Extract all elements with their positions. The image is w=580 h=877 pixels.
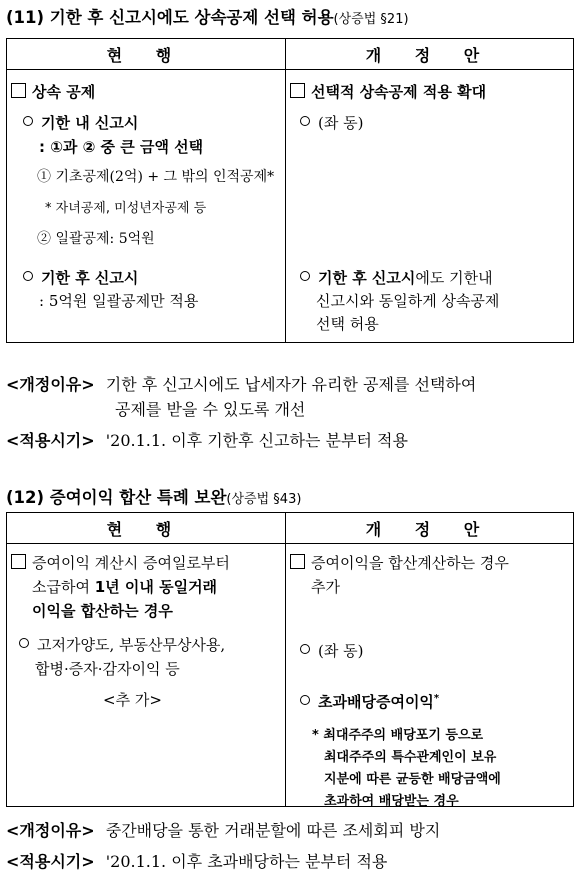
same-text: (좌 동) (318, 114, 364, 132)
current-box-line1 (11, 552, 230, 573)
current-item2-sub: : 5억원 일괄공제만 적용 (39, 292, 199, 310)
box-text: 증여이익 계산시 증여일로부터 (32, 554, 230, 572)
reason-text: 기한 후 신고시에도 납세자가 유리한 공제를 선택하여 (105, 375, 477, 394)
bold-text: 1년 이내 동일거래 (94, 578, 218, 596)
current-box-line3: 이익을 합산하는 경우 (32, 602, 173, 620)
checkbox-square-icon (290, 554, 305, 569)
new-item-text: 초과배당증여이익 (318, 693, 434, 711)
apply-text: '20.1.1. 이후 기한후 신고하는 분부터 적용 (105, 431, 408, 450)
reason-label: <개정이유> (6, 375, 95, 394)
section-12-title (6, 484, 301, 508)
item-title-text: 기한 내 신고시 (41, 114, 139, 132)
revised-new-item (300, 691, 439, 712)
revised-cell (286, 544, 574, 807)
circle-bullet-icon (300, 695, 310, 705)
comparison-table-12 (6, 512, 574, 807)
apply-label: <적용시기> (6, 431, 95, 450)
header-current: 현 행 (7, 513, 286, 544)
revised-same (300, 112, 363, 133)
current-item1-sub: : ①과 ② 중 큰 금액 선택 (39, 138, 204, 156)
current-box-item (11, 81, 95, 102)
apply-text: '20.1.1. 이후 초과배당하는 분부터 적용 (105, 852, 388, 871)
section-11-title (6, 4, 409, 28)
revised-item2-line2: 신고시와 동일하게 상속공제 (316, 292, 500, 310)
current-item-line2: 합병·증자·감자이익 등 (35, 660, 180, 678)
circle-bullet-icon (300, 644, 310, 654)
law-reference: (상증법 §43) (226, 492, 302, 507)
current-cell (7, 70, 286, 343)
reason-12 (6, 818, 440, 841)
apply-11 (6, 428, 408, 451)
reason-text: 중간배당을 통한 거래분할에 따른 조세회피 방지 (105, 821, 441, 840)
revised-note-line2: 최대주주의 특수관계인이 보유 (324, 750, 497, 765)
header-revised: 개 정 안 (286, 39, 574, 70)
circle-bullet-icon (300, 271, 310, 281)
circle-bullet-icon (23, 271, 33, 281)
checkbox-square-icon (11, 83, 26, 98)
reason-11 (6, 372, 476, 395)
item-title-text: 기한 후 신고시 (41, 269, 139, 287)
header-revised: 개 정 안 (286, 513, 574, 544)
section-title-text: (11) 기한 후 신고시에도 상속공제 선택 허용 (6, 8, 334, 27)
revised-cell (286, 70, 574, 343)
circle-bullet-icon (23, 116, 33, 126)
checkbox-square-icon (290, 83, 305, 98)
box-text: 증여이익을 합산계산하는 경우 (311, 554, 509, 572)
revised-note-line4: 초과하여 배당받는 경우 (324, 794, 459, 809)
revised-box-item (290, 81, 486, 102)
apply-label: <적용시기> (6, 852, 95, 871)
current-box-line2 (32, 576, 217, 597)
current-add: <추 가> (103, 691, 162, 709)
current-cell (7, 544, 286, 807)
current-item1-title (23, 112, 138, 133)
circle-bullet-icon (300, 116, 310, 126)
revised-note-line3: 지분에 따른 균등한 배당금액에 (324, 772, 501, 787)
bold-text: 기한 후 신고시 (318, 269, 416, 287)
checkbox-square-icon (11, 554, 26, 569)
current-box-label: 상속 공제 (32, 83, 96, 101)
section-title-text: (12) 증여이익 합산 특례 보완 (6, 488, 227, 507)
reason-label: <개정이유> (6, 821, 95, 840)
plain-text: 소급하여 (32, 578, 95, 596)
revised-box-label: 선택적 상속공제 적용 확대 (311, 83, 487, 101)
revised-item2-line3: 선택 허용 (316, 315, 379, 333)
item-text: 고저가양도, 부동산무상사용, (37, 636, 226, 654)
comparison-table-11 (6, 38, 574, 343)
revised-item2-line1 (300, 267, 493, 288)
current-item-line1 (19, 634, 225, 655)
same-text: (좌 동) (318, 642, 364, 660)
current-item1-note: * 자녀공제, 미성년자공제 등 (45, 201, 207, 216)
current-item1-opt1: ① 기초공제(2억) + 그 밖의 인적공제* (37, 169, 275, 185)
apply-12 (6, 849, 387, 872)
reason-11-line2: 공제를 받을 수 있도록 개선 (115, 400, 306, 419)
law-reference: (상증법 §21) (333, 12, 409, 27)
current-item1-opt2: ② 일괄공제: 5억원 (37, 231, 155, 247)
header-current: 현 행 (7, 39, 286, 70)
revised-note-line1: * 최대주주의 배당포기 등으로 (312, 728, 484, 743)
revised-box-line2: 추가 (311, 578, 340, 596)
revised-box-line1 (290, 552, 509, 573)
footnote-marker: * (433, 693, 440, 704)
circle-bullet-icon (19, 638, 29, 648)
rest-text: 에도 기한내 (415, 269, 493, 287)
current-item2-title (23, 267, 138, 288)
revised-same (300, 640, 363, 661)
